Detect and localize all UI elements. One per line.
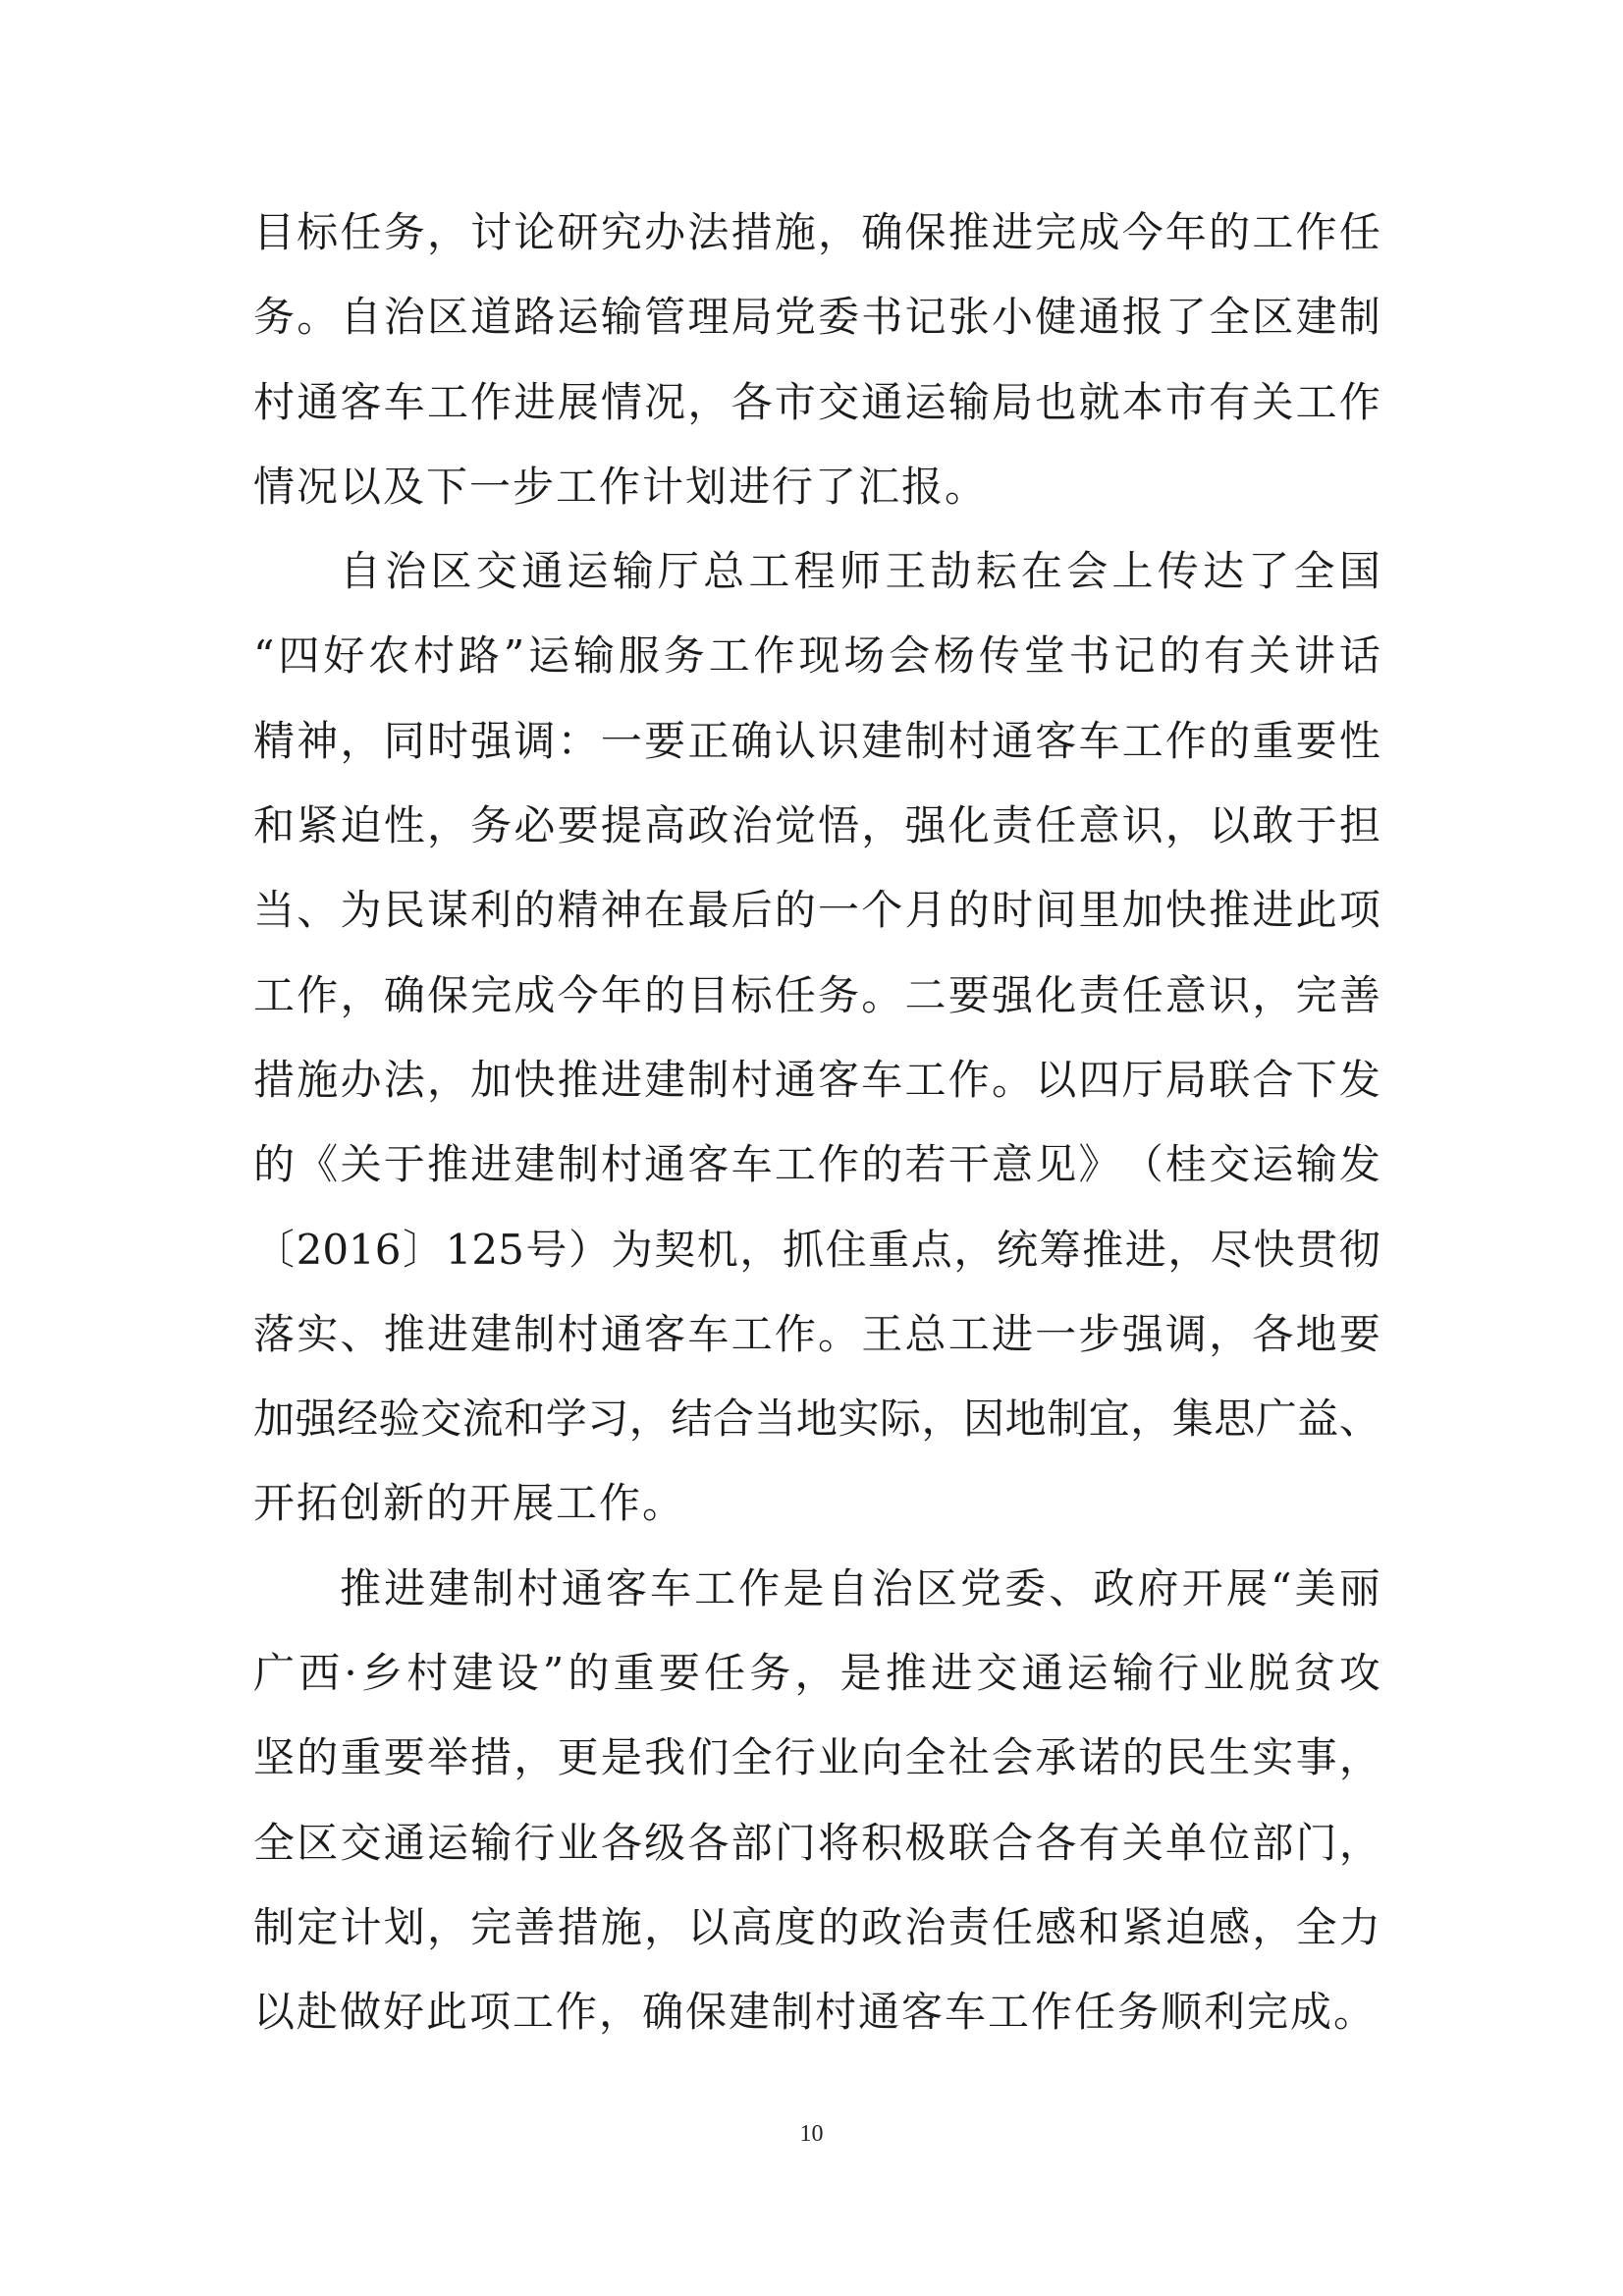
text-line: 和 紧 迫 性 ， 务 必 要 提 高 政 治 觉 悟 ， 强 化 责 任 意 识 ， 以 敢 于 担 xyxy=(253,801,1380,850)
text-line: 当 、 为 民 谋 利 的 精 神 在 最 后 的 一 个 月 的 时 间 里 加 快 推 进 此 项 xyxy=(253,886,1380,935)
text-line: 措 施 办 法 ， 加 快 推 进 建 制 村 通 客 车 工 作 。 以 四 厅 局 联 合 下 发 xyxy=(253,1055,1380,1104)
text-line: 情况以及下一步工作计划进行了汇报。 xyxy=(253,462,989,511)
paragraph xyxy=(253,529,1380,1547)
page-number: 10 xyxy=(799,2121,824,2147)
text-line: 自 治 区 交 通 运 输 厅 总 工 程 师 王 劼 耘 在 会 上 传 达 了 全 国 xyxy=(340,547,1380,596)
text-line: 目 标 任 务 ， 讨 论 研 究 办 法 措 施 ， 确 保 推 进 完 成 今 年 的 工 作 任 xyxy=(253,208,1380,256)
text-line: 工 作 ， 确 保 完 成 今 年 的 目 标 任 务 。 二 要 强 化 责 任 意 识 ， 完 善 xyxy=(253,970,1380,1019)
text-line: 开拓创新的开展工作。 xyxy=(253,1479,686,1528)
text-line: 〔 2016 〕 125 号 ） 为 契 机 ， 抓 住 重 点 ， 统 筹 推 进 ， 尽 快 贯 彻 xyxy=(253,1225,1380,1274)
text-line: 推 进 建 制 村 通 客 车 工 作 是 自 治 区 党 委 、 政 府 开 展 “ 美 丽 xyxy=(340,1563,1380,1613)
text-line: 制 定 计 划 ， 完 善 措 施 ， 以 高 度 的 政 治 责 任 感 和 紧 迫 感 ， 全 力 xyxy=(253,1902,1380,1951)
text-line: 的 《 关 于 推 进 建 制 村 通 客 车 工 作 的 若 干 意 见 》 （ 桂 交 运 输 发 xyxy=(253,1140,1380,1189)
text-line: 以赴做好此项工作，确保建制村通客车工作任务顺利完成。 xyxy=(253,1988,1378,2037)
text-line: 加 强 经 验 交 流 和 学 习 ， 结 合 当 地 实 际 ， 因 地 制 宜 ， 集 思 广 益 、 xyxy=(253,1394,1380,1444)
text-line: 务 。 自 治 区 道 路 运 输 管 理 局 党 委 书 记 张 小 健 通 报 了 全 区 建 制 xyxy=(253,293,1380,342)
text-line: 落 实 、 推 进 建 制 村 通 客 车 工 作 。 王 总 工 进 一 步 强 调 ， 各 地 要 xyxy=(253,1309,1380,1358)
text-line: “ 四 好 农 村 路 ” 运 输 服 务 工 作 现 场 会 杨 传 堂 书 记 的 有 关 讲 话 xyxy=(253,631,1380,681)
text-line: 广 西 · 乡 村 建 设 ” 的 重 要 任 务 ， 是 推 进 交 通 运 输 行 业 脱 贫 攻 xyxy=(253,1649,1380,1698)
text-line: 全 区 交 通 运 输 行 业 各 级 各 部 门 将 积 极 联 合 各 有 关 单 位 部 门 ， xyxy=(253,1818,1380,1867)
text-line: 精 神 ， 同 时 强 调 ： 一 要 正 确 认 识 建 制 村 通 客 车 工 作 的 重 要 性 xyxy=(253,716,1380,765)
text-line: 坚 的 重 要 举 措 ， 更 是 我 们 全 行 业 向 全 社 会 承 诺 的 民 生 实 事 ， xyxy=(253,1733,1380,1782)
body-text xyxy=(253,191,1380,2055)
text-line: 村 通 客 车 工 作 进 展 情 况 ， 各 市 交 通 运 输 局 也 就 本 市 有 关 工 作 xyxy=(253,377,1380,426)
paragraph xyxy=(253,191,1380,529)
paragraph xyxy=(253,1547,1380,2055)
